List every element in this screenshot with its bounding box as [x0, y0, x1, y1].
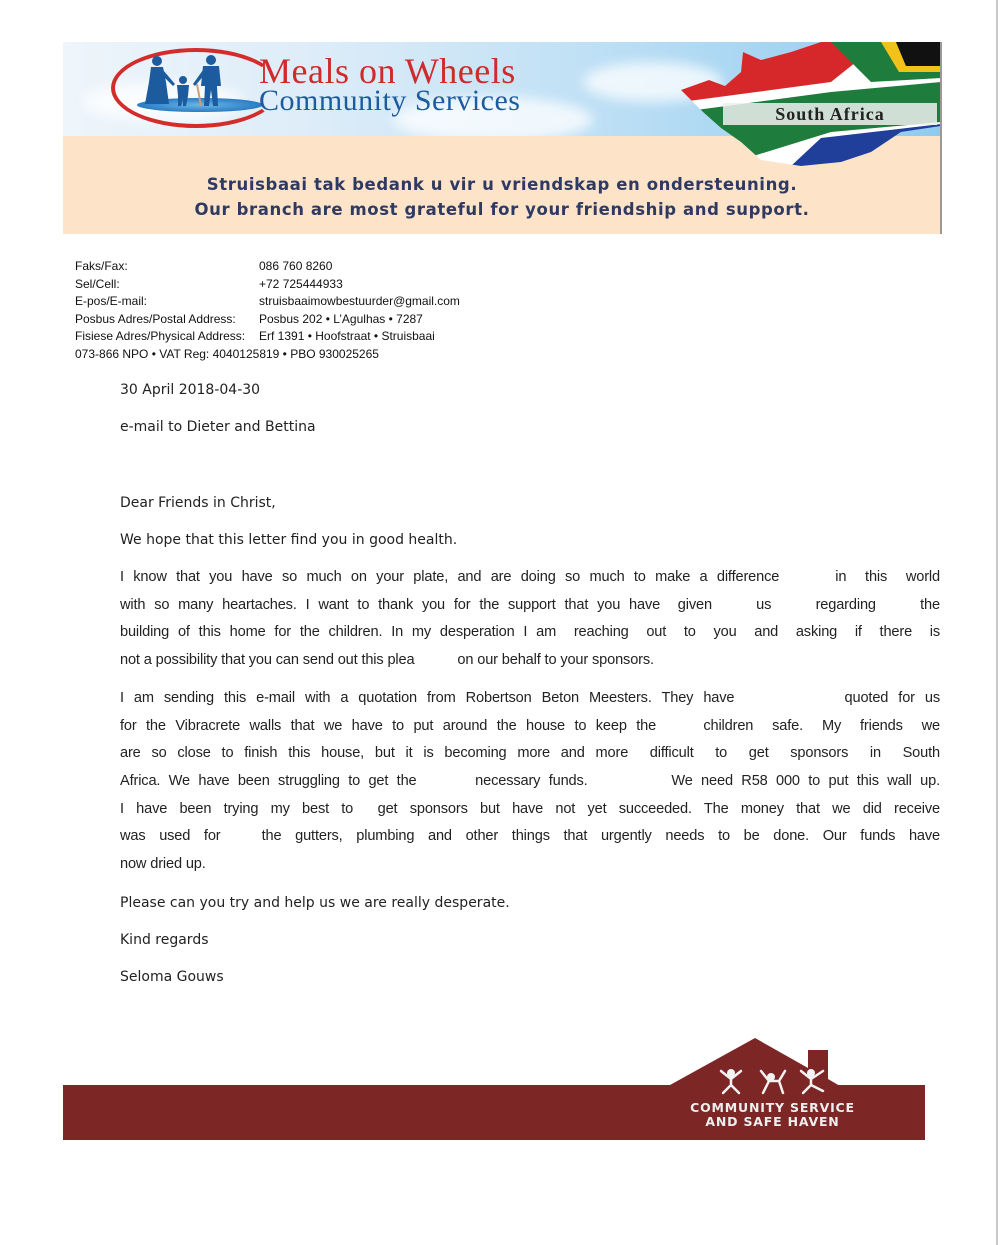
- tagline-afrikaans: Struisbaai tak bedank u vir u vriendskap en ondersteuning.: [206, 175, 798, 194]
- paragraph-line: building of this home for the children. In my desperation I am reaching out to you and asking if there is: [120, 624, 940, 641]
- children-playing-icon: [715, 1065, 830, 1095]
- request-line: Please can you try and help us we are really desperate.: [120, 894, 510, 911]
- paragraph-1: [120, 564, 940, 675]
- contact-row-postal: [75, 311, 460, 329]
- letter-subject: e-mail to Dieter and Bettina: [120, 419, 316, 435]
- paragraph-line: not a possibility that you can send out this plea on our behalf to your sponsors.: [120, 652, 654, 669]
- page-right-edge: [996, 0, 998, 1245]
- banner-edge-line: [940, 42, 942, 234]
- org-subtitle: Community Services: [259, 84, 521, 117]
- contact-details: [75, 258, 460, 363]
- paragraph-line: I know that you have so much on your plate, and are doing so much to make a difference in this world: [120, 569, 940, 585]
- salutation: Dear Friends in Christ,: [120, 495, 276, 511]
- contact-label: Faks/Fax:: [75, 259, 128, 273]
- contact-row-email: [75, 293, 460, 311]
- cell-number: +72 725444933: [259, 276, 343, 291]
- email-address[interactable]: struisbaaimowbestuurder@gmail.com: [259, 294, 460, 308]
- contact-label: E-pos/E-mail:: [75, 294, 148, 308]
- contact-row-physical: [75, 328, 460, 346]
- paragraph-line: with so many heartaches. I want to thank you for the support that you have given us regarding the: [120, 596, 940, 613]
- fax-number: 086 760 8260: [259, 259, 333, 273]
- contact-label: Posbus Adres/Postal Address:: [75, 311, 236, 326]
- closing: Kind regards: [120, 931, 209, 948]
- contact-label: Fisiese Adres/Physical Address:: [75, 329, 246, 343]
- postal-address: Posbus 202 • L’Agulhas • 7287: [259, 311, 423, 326]
- paragraph-line: I have been trying my best to get sponsors but have not yet succeeded. The money that we did receive: [120, 800, 940, 817]
- paragraph-line: I am sending this e-mail with a quotation from Robertson Beton Meesters. They have quoted for us: [120, 689, 940, 706]
- opening-line: We hope that this letter find you in good health.: [120, 532, 458, 548]
- paragraph-line: for the Vibracrete walls that we have to put around the house to keep the children safe. My friends we: [120, 717, 940, 734]
- letterhead-banner: [63, 42, 941, 234]
- country-label: South Africa: [723, 103, 937, 125]
- contact-label: Sel/Cell:: [75, 276, 120, 291]
- physical-address: Erf 1391 • Hoofstraat • Struisbaai: [259, 329, 435, 343]
- letter-date: 30 April 2018-04-30: [120, 382, 261, 398]
- paragraph-line: are so close to finish this house, but it is becoming more and more difficult to get sponsors in South: [120, 745, 940, 762]
- family-logo-icon: [139, 54, 259, 110]
- paragraph-2: [120, 685, 940, 879]
- signature: Seloma Gouws: [120, 968, 224, 985]
- contact-row-fax: [75, 258, 460, 276]
- footer-title-line-1: COMMUNITY SERVICE: [690, 1100, 855, 1115]
- letter-body: [120, 376, 940, 991]
- paragraph-line: was used for the gutters, plumbing and other things that urgently needs to be done. Our funds have: [120, 828, 940, 845]
- footer-title-line-2: AND SAFE HAVEN: [705, 1114, 840, 1129]
- paragraph-line: Africa. We have been struggling to get the necessary funds. We need R58 000 to put this wall up.: [120, 772, 940, 789]
- tagline-english: Our branch are most grateful for your friendship and support.: [194, 200, 810, 219]
- registration-info: 073-866 NPO • VAT Reg: 4040125819 • PBO 930025265: [75, 346, 379, 361]
- contact-row-cell: [75, 276, 460, 294]
- org-name: Meals on Wheels: [259, 51, 516, 91]
- paragraph-line: now dried up.: [120, 856, 206, 873]
